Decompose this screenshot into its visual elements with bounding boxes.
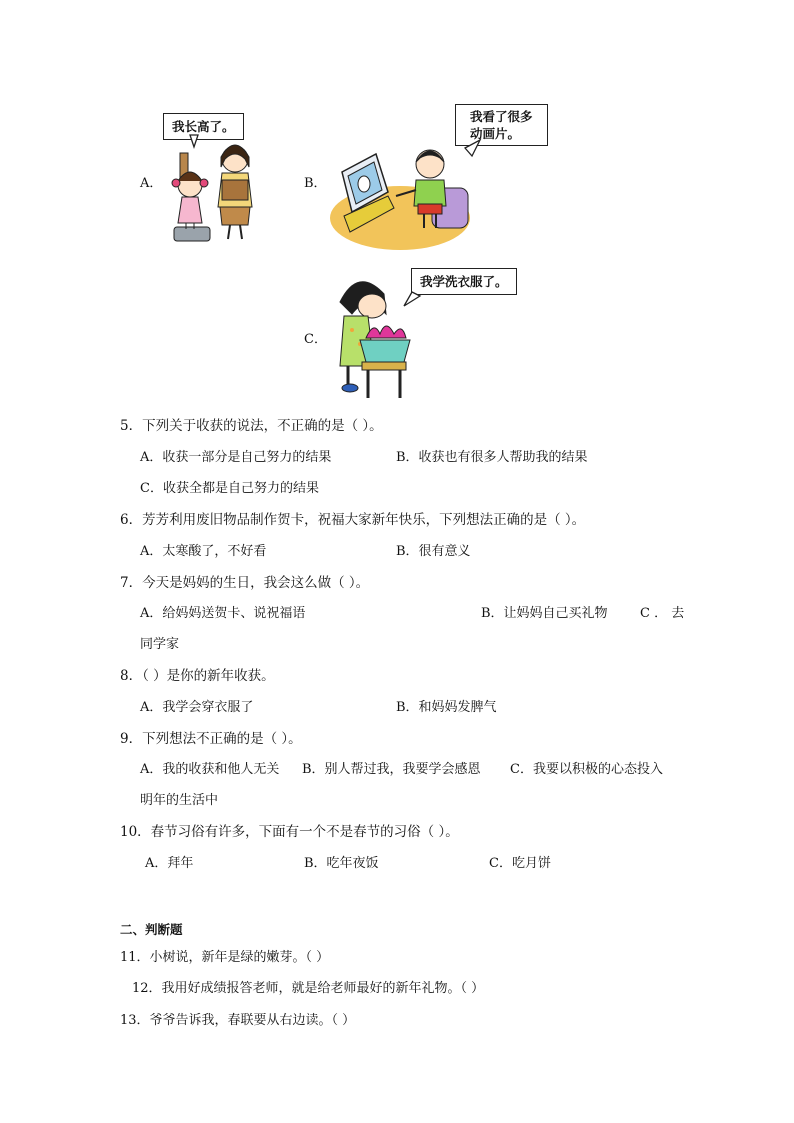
question-10-option-a[interactable]: A．拜年: [145, 856, 194, 871]
question-5-option-c[interactable]: C．收获全都是自己努力的结果: [140, 481, 319, 496]
option-b-label: B．: [304, 176, 327, 191]
question-6-stem: 6．芳芳利用废旧物品制作贺卡，祝福大家新年快乐，下列想法正确的是（ ）。: [120, 512, 586, 528]
question-5-option-b[interactable]: B．收获也有很多人帮助我的结果: [396, 450, 588, 465]
question-9-option-a[interactable]: A．我的收获和他人无关: [140, 762, 280, 777]
speech-text-b-line1: 我看了很多: [470, 109, 533, 124]
speech-text-c: 我学洗衣服了。: [420, 274, 508, 289]
question-10-stem: 10．春节习俗有许多，下面有一个不是春节的习俗（ ）。: [120, 824, 459, 840]
question-6-option-a[interactable]: A．太寒酸了，不好看: [140, 544, 267, 559]
question-10-option-c[interactable]: C．吃月饼: [489, 856, 551, 871]
question-8-option-b[interactable]: B．和妈妈发脾气: [396, 700, 497, 715]
question-7-option-c-continued: 同学家: [140, 637, 180, 652]
option-c-label: C．: [304, 332, 327, 347]
illustration-boy-watching-tv: [330, 140, 475, 255]
question-5: [120, 414, 383, 434]
speech-text-a: 我长高了。: [172, 119, 235, 134]
question-7-option-b[interactable]: B．让妈妈自己买礼物: [481, 606, 608, 621]
question-9-option-c-continued: 明年的生活中: [140, 793, 219, 808]
section-heading-judgment: 二、判断题: [120, 922, 183, 937]
question-7-option-a[interactable]: A．给妈妈送贺卡、说祝福语: [140, 606, 306, 621]
question-10-option-b[interactable]: B．吃年夜饭: [304, 856, 379, 871]
question-6-option-b[interactable]: B．很有意义: [396, 544, 471, 559]
question-8-stem: 8．（ ）是你的新年收获。: [120, 668, 275, 684]
illustration-kids-growing: [160, 135, 270, 250]
illustration-girl-washing-clothes: [330, 270, 415, 405]
question-9-stem: 9．下列想法不正确的是（ ）。: [120, 731, 302, 747]
question-5-option-a[interactable]: A．收获一部分是自己努力的结果: [140, 450, 332, 465]
judgment-item-13[interactable]: 13．爷爷告诉我，春联要从右边读。（ ）: [120, 1013, 356, 1028]
question-7-stem: 7．今天是妈妈的生日，我会这么做（ ）。: [120, 575, 370, 591]
question-7-option-c[interactable]: C ． 去: [640, 606, 685, 621]
speech-text-b-line2: 动画片。: [470, 126, 521, 141]
option-a-label: A．: [140, 176, 163, 191]
question-9-option-c[interactable]: C．我要以积极的心态投入: [510, 762, 663, 777]
question-5-stem: 5．下列关于收获的说法，不正确的是（ ）。: [120, 418, 383, 434]
speech-bubble-c: [411, 268, 517, 295]
question-9-option-b[interactable]: B．别人帮过我，我要学会感恩: [302, 762, 481, 777]
judgment-item-11[interactable]: 11．小树说，新年是绿的嫩芽。（ ）: [120, 950, 330, 965]
question-8-option-a[interactable]: A．我学会穿衣服了: [140, 700, 254, 715]
judgment-item-12[interactable]: 12．我用好成绩报答老师，就是给老师最好的新年礼物。（ ）: [132, 981, 485, 996]
